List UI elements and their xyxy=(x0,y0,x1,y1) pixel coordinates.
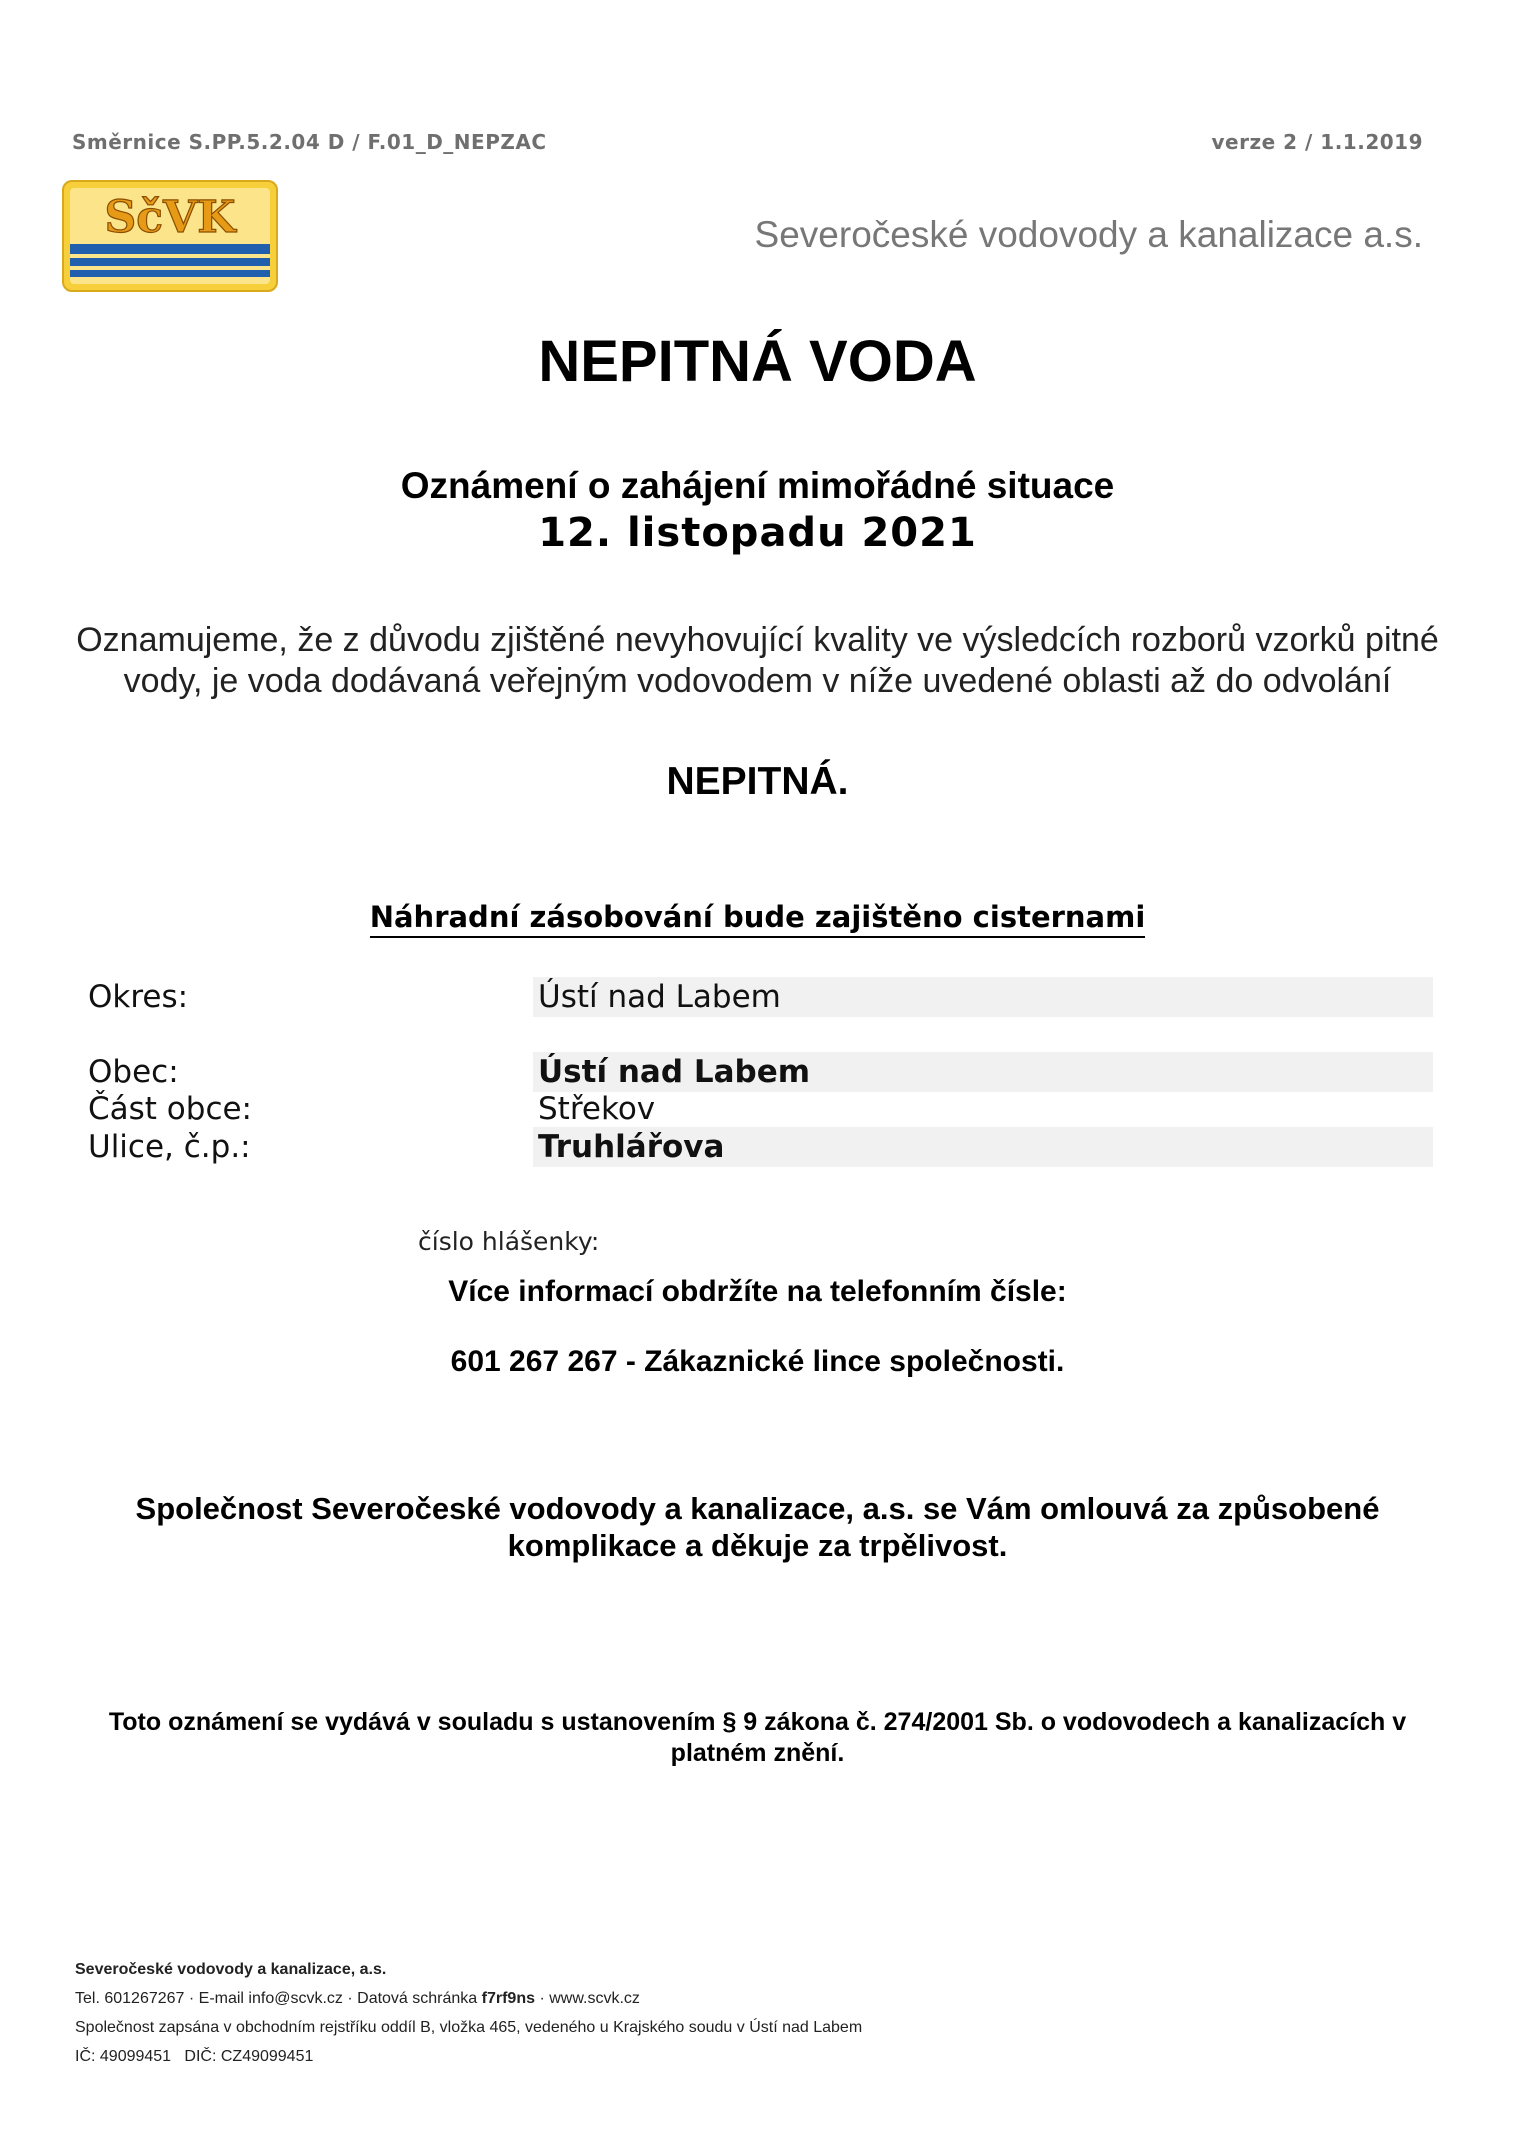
cast-obce-label: Část obce: xyxy=(88,1091,253,1127)
apology-text: Společnost Severočeské vodovody a kanalizace, a.s. se Vám omlouvá za způsobené komplikace a děkuje za trpělivost. xyxy=(135,1491,1380,1563)
notice-subtitle: Oznámení o zahájení mimořádné situace xyxy=(400,465,1115,506)
footer-company: Severočeské vodovody a kanalizace, a.s. xyxy=(75,1961,387,1978)
legal-notice: Toto oznámení se vydává v souladu s ustanovením § 9 zákona č. 274/2001 Sb. o vodovodech a kanalizacích v platném znění. xyxy=(108,1708,1407,1767)
notice-status: NEPITNÁ. xyxy=(666,760,849,803)
cast-obce-value: Střekov xyxy=(538,1091,656,1127)
logo-text: SčVK xyxy=(104,192,236,243)
footer-contacts: Tel. 601267267 · E-mail info@scvk.cz · Datová schránka f7rf9ns · www.scvk.cz xyxy=(75,1990,640,2007)
info-line: Více informací obdržíte na telefonním čísle: xyxy=(448,1275,1067,1308)
cislo-hlasenky-label: číslo hlášenky: xyxy=(418,1227,600,1256)
notice-title: NEPITNÁ VODA xyxy=(538,329,977,394)
ulice-label: Ulice, č.p.: xyxy=(88,1129,251,1165)
notice-paragraph: Oznamujeme, že z důvodu zjištěné nevyhovující kvality ve výsledcích rozborů vzorků pitné vody, je voda dodávaná veřejným vodovodem v níže uvedené oblasti až do odvolání xyxy=(76,621,1439,700)
replacement-supply-heading: Náhradní zásobování bude zajištěno cisternami xyxy=(0,900,1515,934)
okres-value: Ústí nad Labem xyxy=(538,979,781,1015)
obec-label: Obec: xyxy=(88,1054,179,1090)
obec-value: Ústí nad Labem xyxy=(538,1054,811,1090)
ulice-value: Truhlářova xyxy=(538,1129,725,1165)
phone-line: 601 267 267 - Zákaznické lince společnosti. xyxy=(450,1345,1065,1378)
footer-ids: IČ: 49099451 DIČ: CZ49099451 xyxy=(75,2048,314,2065)
company-name-header: Severočeské vodovody a kanalizace a.s. xyxy=(754,214,1423,255)
scvk-logo xyxy=(62,180,278,292)
directive-code: Směrnice S.PP.5.2.04 D / F.01_D_NEPZAC xyxy=(72,130,547,154)
footer-registry: Společnost zapsána v obchodním rejstříku oddíl B, vložka 465, vedeného u Krajského soudu v Ústí nad Labem xyxy=(75,2019,863,2036)
notice-date: 12. listopadu 2021 xyxy=(538,510,977,556)
version-info: verze 2 / 1.1.2019 xyxy=(1211,130,1423,154)
okres-label: Okres: xyxy=(88,979,189,1015)
